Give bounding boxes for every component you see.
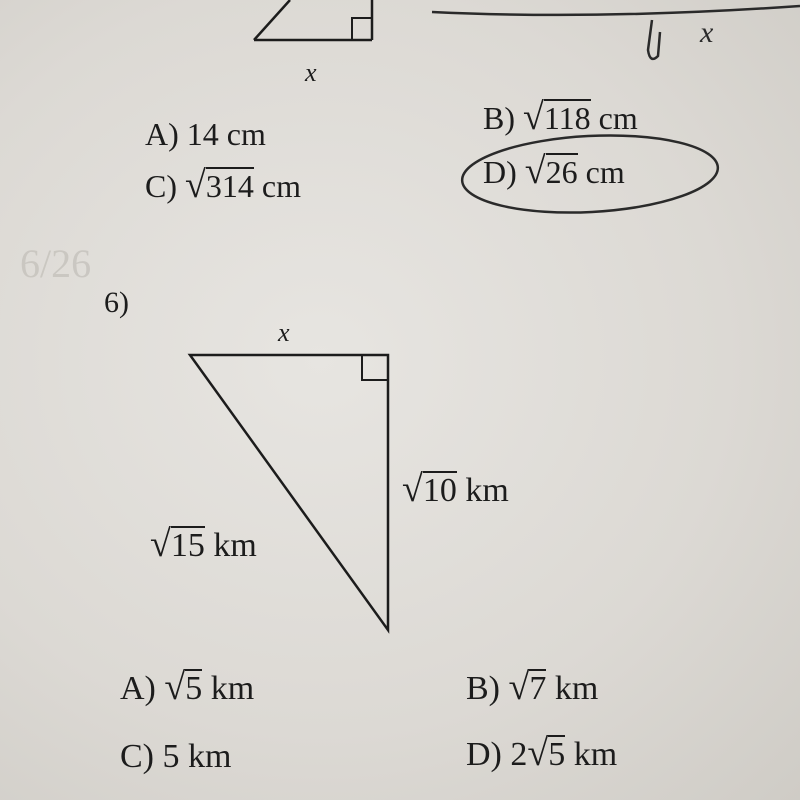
q6-right-side-label: √10 km	[402, 468, 509, 510]
q6-choice-d[interactable]: D) 2√5 km	[466, 732, 618, 774]
q6-choice-a[interactable]: A) √5 km	[120, 666, 255, 708]
q6-top-label: x	[278, 318, 290, 347]
q5-choice-a[interactable]: A) 14 cm	[145, 116, 266, 152]
show-through-marks: 6/26	[20, 241, 92, 286]
q6-choice-b[interactable]: B) √7 km	[466, 666, 599, 708]
q5-choice-b[interactable]: B) √118 cm	[483, 96, 638, 138]
q5-choice-d[interactable]: D) √26 cm	[483, 150, 625, 192]
q6-choice-c[interactable]: C) 5 km	[120, 738, 232, 775]
q6-number: 6)	[104, 286, 129, 319]
handwritten-x: x	[700, 16, 714, 49]
q5-choice-c[interactable]: C) √314 cm	[145, 164, 301, 206]
q6-hypotenuse-label: √15 km	[150, 523, 257, 565]
q5-side-label: x	[305, 58, 317, 87]
